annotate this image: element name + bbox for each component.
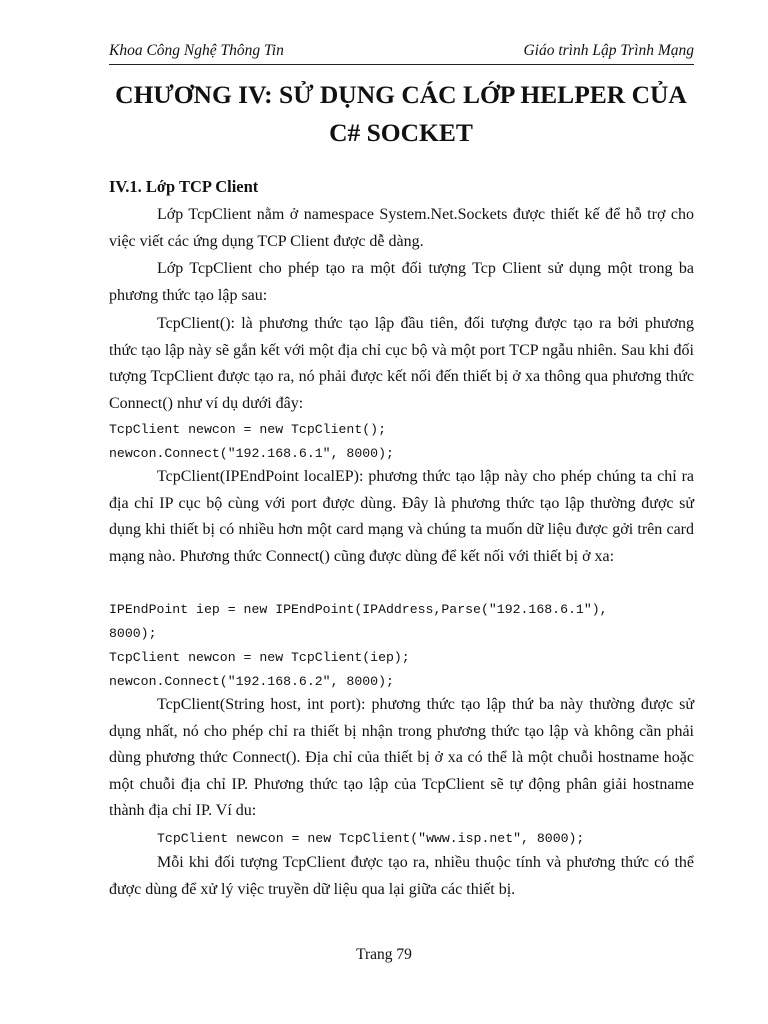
- code-line: newcon.Connect("192.168.6.2", 8000);: [109, 674, 394, 689]
- code-line: newcon.Connect("192.168.6.1", 8000);: [109, 446, 394, 461]
- paragraph-3: TcpClient(): là phương thức tạo lập đầu tiên, đối tượng được tạo ra bởi phương thức tạo lập này sẽ gắn kết với một địa chỉ cục bộ và một port TCP ngẫu nhiên. Sau khi đối tượng TcpClient được tạo ra, nó phải được kết nối đến thiết bị ở xa thông qua phương thức Connect() như ví dụ dưới đây:: [109, 315, 694, 412]
- chapter-title-line2: C# SOCKET: [329, 118, 473, 147]
- chapter-title-line1: CHƯƠNG IV: SỬ DỤNG CÁC LỚP HELPER CỦA: [115, 80, 687, 109]
- header-course: Giáo trình Lập Trình Mạng: [523, 42, 694, 59]
- header-faculty: Khoa Công Nghệ Thông Tin: [109, 42, 284, 59]
- code-line: TcpClient newcon = new TcpClient();: [109, 422, 386, 437]
- chapter-title: [100, 76, 702, 152]
- code-line: IPEndPoint iep = new IPEndPoint(IPAddress,Parse("192.168.6.1"),: [109, 602, 608, 617]
- page-number: Trang 79: [356, 946, 412, 963]
- paragraph-1: Lớp TcpClient nằm ở namespace System.Net.Sockets được thiết kế để hỗ trợ cho việc viết các ứng dụng TCP Client được dễ dàng.: [109, 206, 694, 250]
- code-line: 8000);: [109, 626, 157, 641]
- code-line: TcpClient newcon = new TcpClient("www.isp.net", 8000);: [157, 831, 585, 846]
- paragraph-2: Lớp TcpClient cho phép tạo ra một đối tượng Tcp Client sử dụng một trong ba phương thức tạo lập sau:: [109, 260, 694, 304]
- page-header: [109, 40, 694, 65]
- paragraph-6: Mỗi khi đối tượng TcpClient được tạo ra, nhiều thuộc tính và phương thức có thể được dùng để xử lý việc truyền dữ liệu qua lại giữa các thiết bị.: [109, 854, 694, 898]
- section-heading: IV.1. Lớp TCP Client: [109, 177, 259, 196]
- paragraph-4: TcpClient(IPEndPoint localEP): phương thức tạo lập này cho phép chúng ta chỉ ra địa chỉ IP cục bộ cùng với port được dùng. Đây là phương thức tạo lập thường được sử dụng khi thiết bị có nhiều hơn một card mạng và chúng ta muốn dữ liệu được gởi trên card mạng nào. Phương thức Connect() cũng được dùng để kết nối với thiết bị ở xa:: [109, 468, 694, 565]
- paragraph-5: TcpClient(String host, int port): phương thức tạo lập thứ ba này thường được sử dụng nhất, nó cho phép chỉ ra thiết bị nhận trong phương thức tạo lập và không cần phải dùng phương thức Connect(). Địa chỉ của thiết bị ở xa có thể là một chuỗi hostname hoặc một chuỗi địa chỉ IP. Phương thức tạo lập của TcpClient sẽ tự động phân giải hostname thành địa chỉ IP. Ví du:: [109, 696, 694, 820]
- code-line: TcpClient newcon = new TcpClient(iep);: [109, 650, 410, 665]
